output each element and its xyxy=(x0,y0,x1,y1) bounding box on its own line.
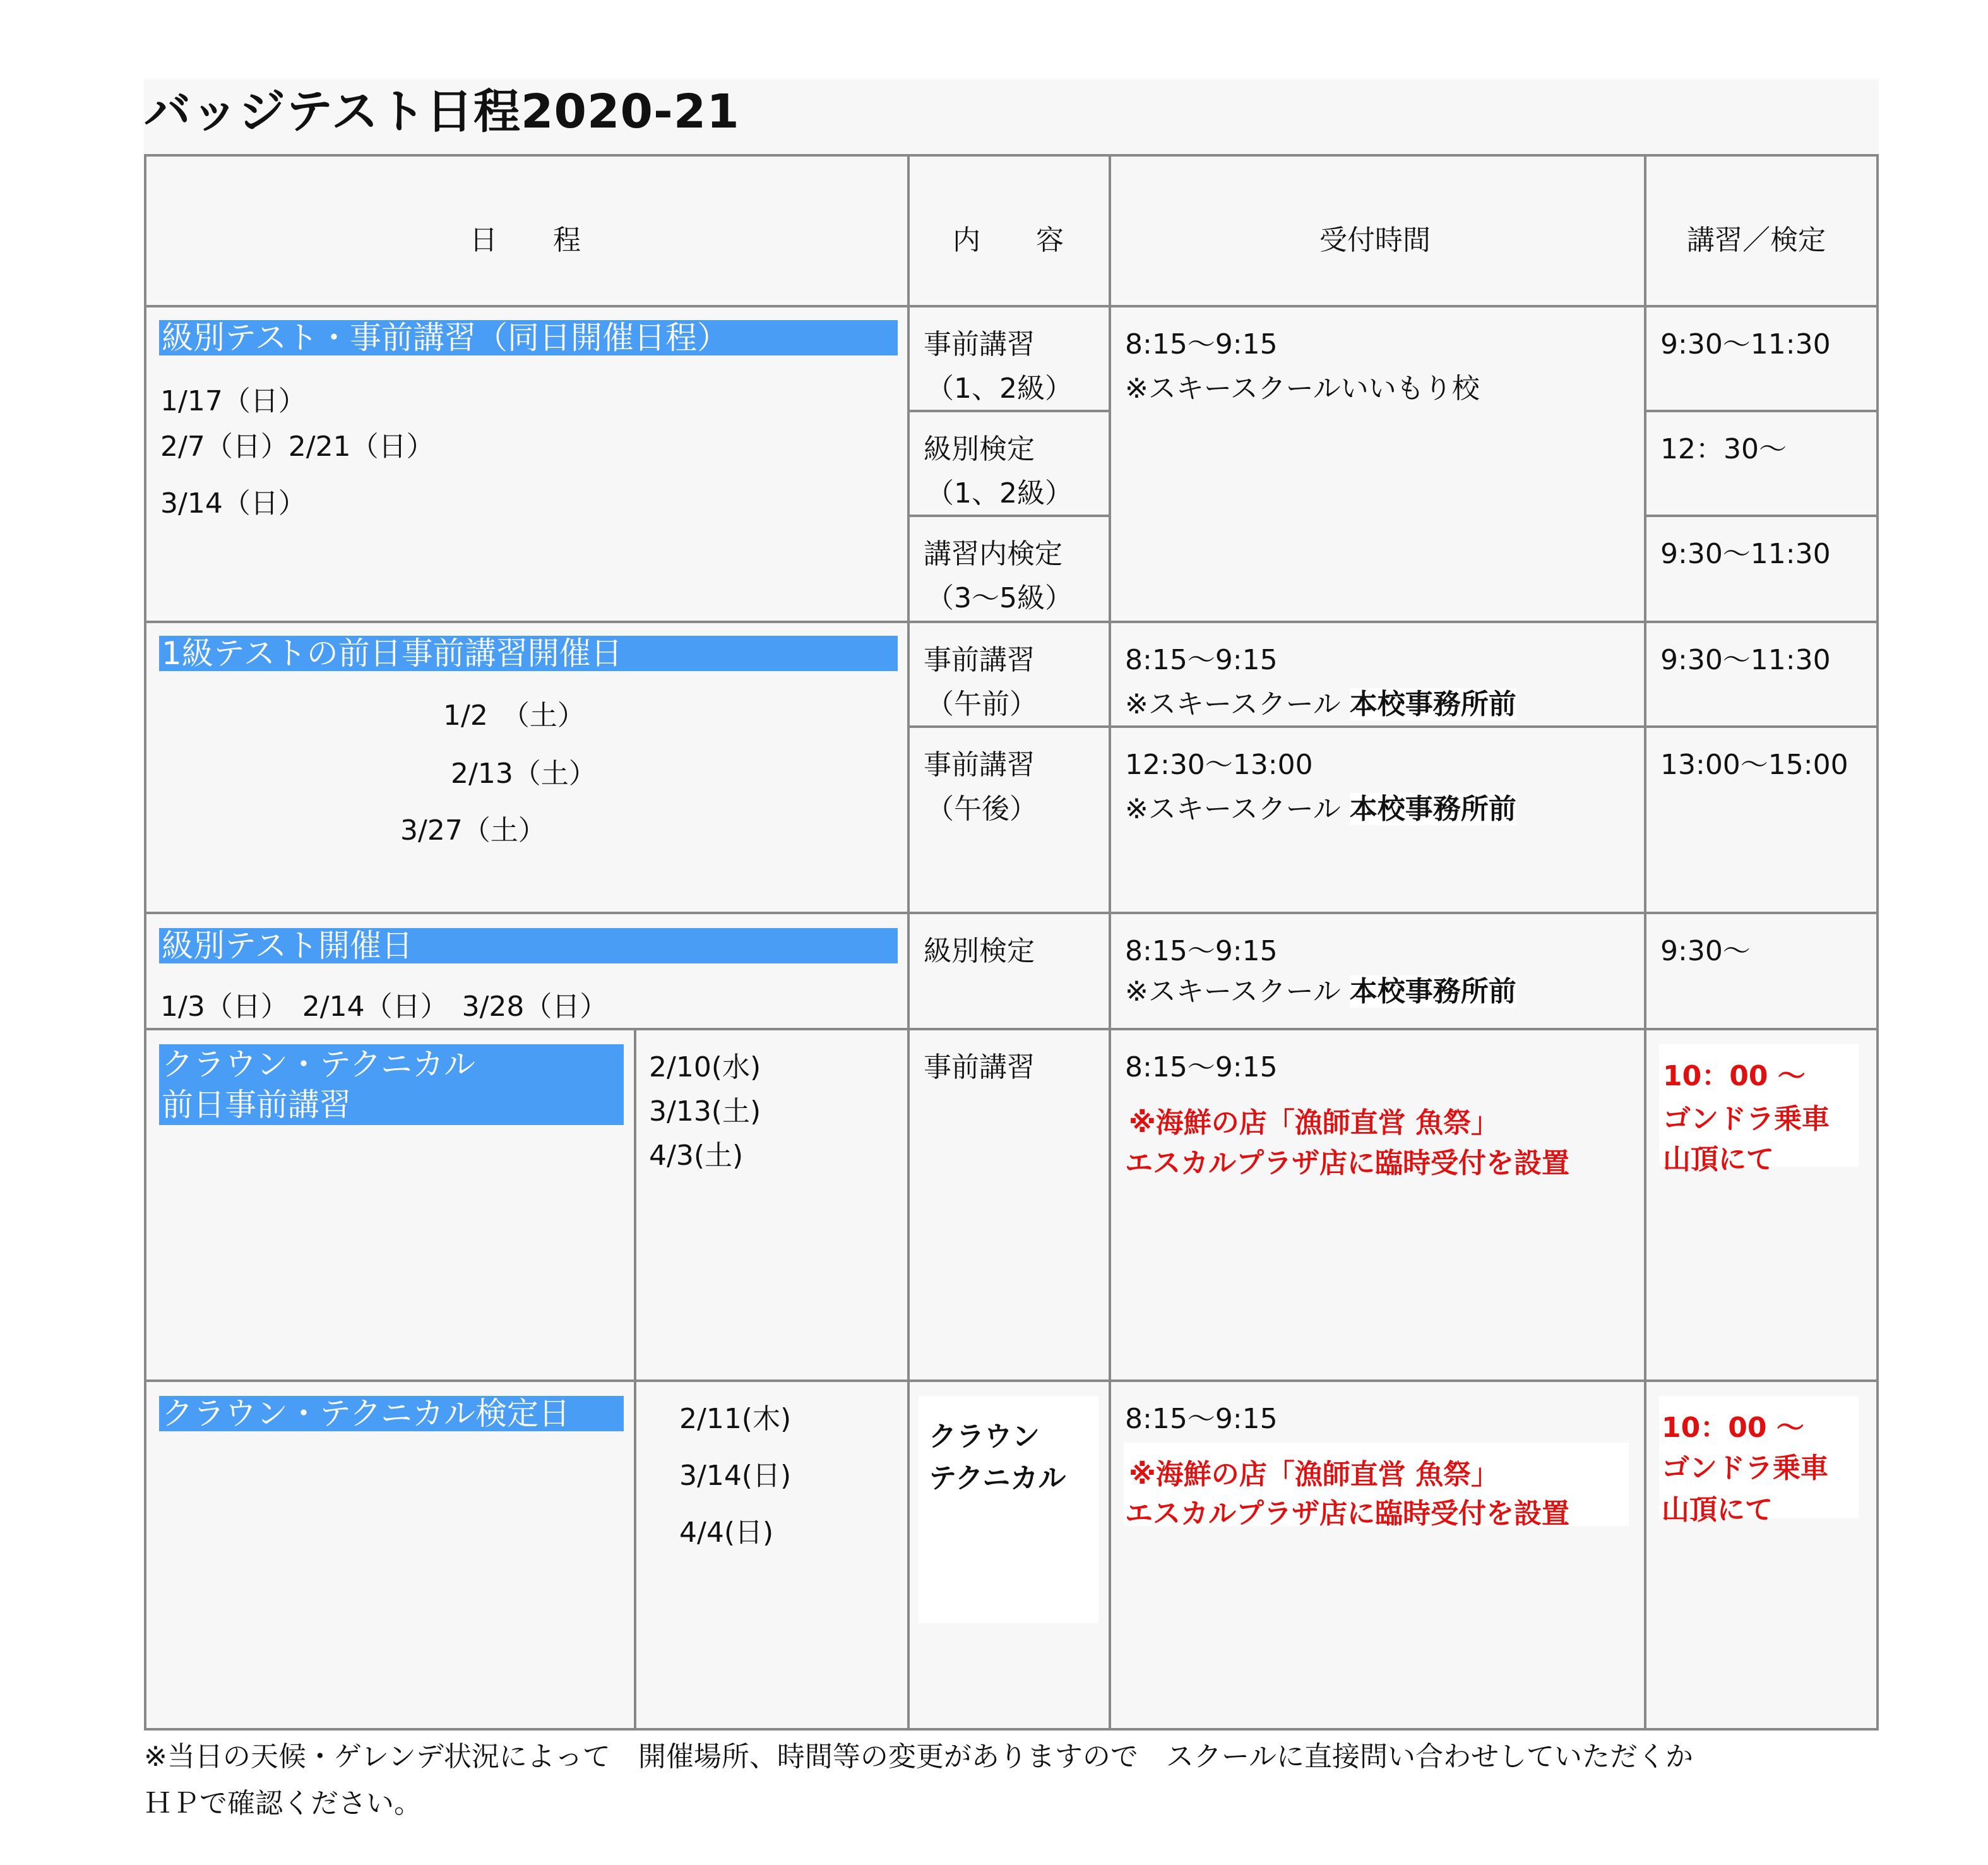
r2-date-3: 3/27（土） xyxy=(400,814,546,847)
r1-content-3-l1: 講習内検定 xyxy=(924,538,1062,570)
header-session-cell xyxy=(1644,154,1879,307)
r5-date-3: 4/4(日) xyxy=(679,1516,774,1549)
r1-reception-place: ※スキースクールいいもり校 xyxy=(1125,372,1480,405)
r2-date-2: 2/13（土） xyxy=(451,758,597,790)
footer-note-line-2: ＨＰで確認ください。 xyxy=(144,1787,422,1820)
r2-content-1-l1: 事前講習 xyxy=(924,644,1035,676)
header-date-label: 日 程 xyxy=(470,224,581,256)
r4-session-cell xyxy=(1644,1028,1879,1382)
r3-session-time: 9:30〜 xyxy=(1660,935,1751,967)
r5-reception-note-1: ※海鮮の店「漁師直営 魚祭」 xyxy=(1129,1458,1499,1491)
r1-session-1 xyxy=(1644,305,1879,412)
header-content-cell xyxy=(907,154,1111,307)
r1-label: 級別テスト・事前講習（同日開催日程） xyxy=(159,320,898,355)
r4-session-summit: 山頂にて xyxy=(1663,1143,1774,1176)
r4-session-time: 10：00 〜 xyxy=(1663,1060,1806,1092)
r1-session-1-time: 9:30〜11:30 xyxy=(1660,328,1831,360)
footer-note-line-1: ※当日の天候・ゲレンデ状況によって 開催場所、時間等の変更がありますので スクールに直接問い合わせしていただくか xyxy=(144,1741,1694,1773)
r4-reception-note-2: エスカルプラザ店に臨時受付を設置 xyxy=(1125,1147,1569,1179)
r5-session-time: 10：00 〜 xyxy=(1662,1412,1804,1444)
header-date-cell xyxy=(144,154,910,307)
r2-label: 1級テストの前日事前講習開催日 xyxy=(159,636,898,671)
r5-label-cell xyxy=(144,1379,636,1731)
r2-reception-2-time: 12:30〜13:00 xyxy=(1125,749,1313,781)
r5-reception-note-2: エスカルプラザ店に臨時受付を設置 xyxy=(1125,1498,1569,1530)
r1-session-2-time: 12：30〜 xyxy=(1660,433,1787,465)
r4-content-cell xyxy=(907,1028,1111,1382)
r1-content-1 xyxy=(907,305,1111,412)
r1-content-1-l2: （1、2級） xyxy=(926,372,1073,405)
r5-reception-time: 8:15〜9:15 xyxy=(1125,1403,1278,1435)
r2-content-2 xyxy=(907,725,1111,914)
r1-reception-time: 8:15〜9:15 xyxy=(1125,328,1278,360)
r1-content-2 xyxy=(907,410,1111,517)
r2-content-1-l2: （午前） xyxy=(926,688,1037,720)
r3-session-cell xyxy=(1644,912,1879,1030)
r1-date-2: 2/7（日）2/21（日） xyxy=(160,431,434,463)
r1-date-3: 3/14（日） xyxy=(160,487,306,520)
r1-content-2-l2: （1、2級） xyxy=(926,477,1073,509)
r1-date-1: 1/17（日） xyxy=(160,385,306,417)
r2-reception-1-place: ※スキースクール 本校事務所前 xyxy=(1125,688,1516,720)
r4-label-cell xyxy=(144,1028,636,1382)
r4-session-gondola: ゴンドラ乗車 xyxy=(1663,1103,1830,1135)
r5-dates-cell xyxy=(634,1379,910,1731)
r2-reception-1 xyxy=(1109,621,1646,728)
r3-label: 級別テスト開催日 xyxy=(159,928,898,963)
r2-session-2 xyxy=(1644,725,1879,914)
r4-date-1: 2/10(水) xyxy=(649,1051,761,1083)
r2-content-1 xyxy=(907,621,1111,728)
r5-date-2: 3/14(日) xyxy=(679,1460,792,1492)
r1-reception-cell xyxy=(1109,305,1646,623)
r1-session-3 xyxy=(1644,515,1879,623)
r2-session-2-time: 13:00〜15:00 xyxy=(1660,749,1848,781)
r4-label: クラウン・テクニカル 前日事前講習 xyxy=(159,1044,624,1125)
r2-date-1: 1/2 （土） xyxy=(443,700,585,732)
header-reception-label: 受付時間 xyxy=(1319,224,1431,256)
r2-reception-2 xyxy=(1109,725,1646,914)
r2-content-2-l2: （午後） xyxy=(926,793,1037,825)
r1-session-2 xyxy=(1644,410,1879,517)
r1-date-cell xyxy=(144,305,910,623)
r5-session-cell xyxy=(1644,1379,1879,1731)
r2-reception-2-place: ※スキースクール 本校事務所前 xyxy=(1125,793,1516,825)
r3-dates: 1/3（日） 2/14（日） 3/28（日） xyxy=(160,991,608,1023)
r3-content: 級別検定 xyxy=(924,935,1035,967)
r5-label: クラウン・テクニカル検定日 xyxy=(159,1396,624,1431)
r3-reception-time: 8:15〜9:15 xyxy=(1125,935,1278,967)
header-reception-cell xyxy=(1109,154,1646,307)
r2-session-1-time: 9:30〜11:30 xyxy=(1660,644,1831,676)
r4-reception-cell xyxy=(1109,1028,1646,1382)
r1-session-3-time: 9:30〜11:30 xyxy=(1660,538,1831,570)
header-content-label: 内 容 xyxy=(953,224,1064,256)
r5-session-summit: 山頂にて xyxy=(1662,1494,1773,1526)
r3-reception-cell xyxy=(1109,912,1646,1030)
r5-content-1: クラウン xyxy=(929,1421,1040,1453)
r4-dates-cell xyxy=(634,1028,910,1382)
r3-reception-place: ※スキースクール 本校事務所前 xyxy=(1125,975,1516,1008)
header-session-label: 講習／検定 xyxy=(1687,224,1826,256)
r5-content-cell xyxy=(907,1379,1111,1731)
r2-session-1 xyxy=(1644,621,1879,728)
r3-date-cell xyxy=(144,912,910,1030)
r2-date-cell xyxy=(144,621,910,914)
r2-content-2-l1: 事前講習 xyxy=(924,749,1035,781)
r3-content-cell xyxy=(907,912,1111,1030)
r4-date-2: 3/13(土) xyxy=(649,1095,761,1128)
r4-date-3: 4/3(土) xyxy=(649,1140,744,1172)
page-title: バッジテスト日程2020-21 xyxy=(144,85,740,139)
r5-date-1: 2/11(木) xyxy=(679,1403,792,1435)
r2-reception-1-time: 8:15〜9:15 xyxy=(1125,644,1278,676)
r5-content-2: テクニカル xyxy=(929,1462,1066,1494)
r5-reception-cell xyxy=(1109,1379,1646,1731)
r1-content-1-l1: 事前講習 xyxy=(924,328,1035,360)
r4-reception-note-1: ※海鮮の店「漁師直営 魚祭」 xyxy=(1129,1107,1499,1139)
r4-reception-time: 8:15〜9:15 xyxy=(1125,1051,1278,1083)
r4-content: 事前講習 xyxy=(924,1051,1035,1083)
r1-content-3-l2: （3〜5級） xyxy=(926,582,1073,614)
r5-session-gondola: ゴンドラ乗車 xyxy=(1662,1452,1828,1484)
r1-content-2-l1: 級別検定 xyxy=(924,433,1035,465)
r1-content-3 xyxy=(907,515,1111,623)
